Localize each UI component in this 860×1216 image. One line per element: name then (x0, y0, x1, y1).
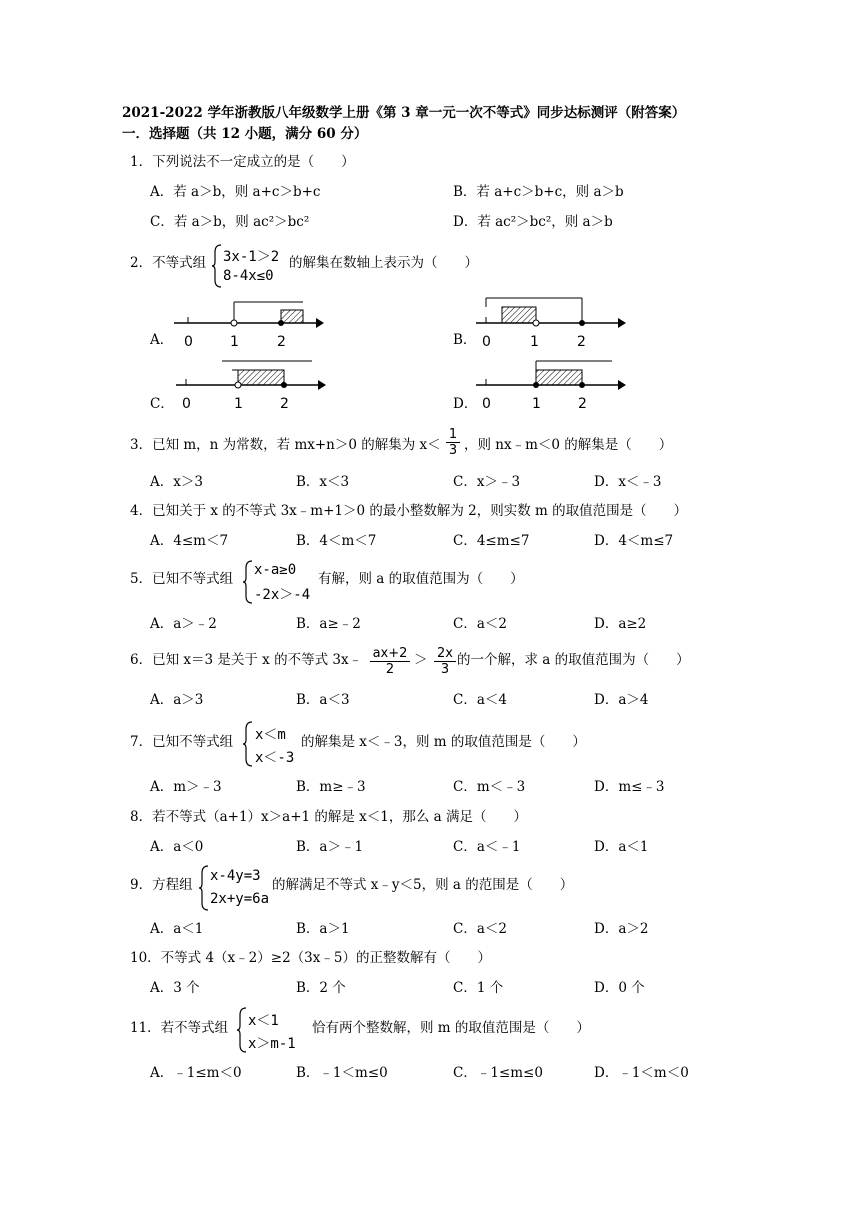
question-10-option-d[interactable]: D．0 个 (594, 980, 645, 996)
system-line-2: x＜-3 (255, 750, 295, 766)
question-3-stem-b: ，则 nx﹣m＜0 的解集是（ ） (464, 437, 673, 453)
question-5-option-b[interactable]: B．a≥﹣2 (296, 616, 361, 632)
section-heading: 一．选择题（共 12 小题，满分 60 分） (122, 126, 368, 142)
number-line-b (472, 293, 627, 350)
system-line-2: x＞m-1 (248, 1036, 296, 1052)
question-3-option-d[interactable]: D．x＜﹣3 (594, 474, 662, 490)
question-11-system (236, 1007, 316, 1053)
question-5-prefix: 5．已知不等式组 (130, 571, 234, 587)
tick-label: 0 (182, 396, 191, 412)
question-2-option-d[interactable]: D． (453, 396, 478, 412)
system-line-1: x＜1 (248, 1013, 279, 1029)
question-4-option-a[interactable]: A．4≤m＜7 (150, 533, 229, 549)
question-3-stem-a: 3．已知 m，n 为常数，若 mx+n＞0 的解集为 x＜ (130, 437, 441, 453)
question-3-option-a[interactable]: A．x＞3 (150, 474, 203, 490)
fraction-one-third (446, 427, 460, 458)
question-6-option-a[interactable]: A．a＞3 (150, 692, 204, 708)
question-8-option-c[interactable]: C．a＜﹣1 (453, 839, 521, 855)
question-6-option-d[interactable]: D．a＞4 (594, 692, 649, 708)
question-4-option-b[interactable]: B．4＜m＜7 (296, 533, 377, 549)
tick-label: 2 (280, 396, 289, 412)
question-2-prefix: 2．不等式组 (130, 255, 207, 271)
question-4-option-c[interactable]: C．4≤m≤7 (453, 533, 530, 549)
question-7-suffix: 的解集是 x＜﹣3，则 m 的取值范围是（ ） (301, 734, 586, 750)
question-7-option-a[interactable]: A．m＞﹣3 (150, 779, 222, 795)
question-1-option-c[interactable]: C．若 a＞b，则 ac²＞bc² (150, 214, 310, 230)
question-2-suffix: 的解集在数轴上表示为（ ） (289, 255, 478, 271)
page-title: 2021-2022 学年浙教版八年级数学上册《第 3 章一元一次不等式》同步达标测评（附答案） (122, 105, 686, 121)
question-5-system (242, 560, 322, 604)
question-5-option-a[interactable]: A．a＞﹣2 (150, 616, 217, 632)
tick-label: 2 (577, 334, 586, 350)
question-9-prefix: 9．方程组 (130, 877, 193, 893)
number-line-c (172, 357, 327, 414)
number-line-d (472, 357, 627, 414)
question-6-option-c[interactable]: C．a＜4 (453, 692, 507, 708)
tick-label: 1 (530, 334, 539, 350)
question-5-option-c[interactable]: C．a＜2 (453, 616, 507, 632)
question-4-stem: 4．已知关于 x 的不等式 3x﹣m+1＞0 的最小整数解为 2，则实数 m 的取值范围是（ ） (130, 503, 688, 519)
question-5-suffix: 有解，则 a 的取值范围为（ ） (318, 571, 524, 587)
question-2-option-b[interactable]: B． (453, 332, 477, 348)
system-line-2: 2x+y=6a (210, 891, 270, 907)
tick-label: 1 (230, 334, 239, 350)
question-11-option-b[interactable]: B．﹣1＜m≤0 (296, 1065, 388, 1081)
number-line-a (170, 300, 325, 350)
question-7-option-d[interactable]: D．m≤﹣3 (594, 779, 665, 795)
question-6-option-b[interactable]: B．a＜3 (296, 692, 350, 708)
system-line-1: 3x-1＞2 (223, 249, 280, 265)
fraction-ax-plus-2-over-2 (370, 646, 410, 677)
question-11-prefix: 11．若不等式组 (130, 1020, 229, 1036)
brace-icon (242, 560, 254, 604)
tick-label: 0 (482, 396, 491, 412)
brace-icon (236, 1007, 248, 1053)
brace-icon (198, 865, 210, 911)
question-7-option-c[interactable]: C．m＜﹣3 (453, 779, 526, 795)
fraction-numerator: 2x (437, 646, 453, 661)
question-8-option-a[interactable]: A．a＜0 (150, 839, 204, 855)
tick-label: 2 (578, 396, 587, 412)
tick-label: 2 (277, 334, 286, 350)
question-8-option-b[interactable]: B．a＞﹣1 (296, 839, 364, 855)
question-3-option-b[interactable]: B．x＜3 (296, 474, 350, 490)
question-9-suffix: 的解满足不等式 x﹣y＜5，则 a 的范围是（ ） (272, 877, 574, 893)
question-11-suffix: 恰有两个整数解，则 m 的取值范围是（ ） (312, 1020, 590, 1036)
question-5-option-d[interactable]: D．a≥2 (594, 616, 647, 632)
question-9-option-b[interactable]: B．a＞1 (296, 921, 350, 937)
tick-label: 0 (482, 334, 491, 350)
fraction-numerator: ax+2 (372, 646, 408, 661)
system-line-1: x-a≥0 (254, 562, 297, 578)
tick-label: 1 (532, 396, 541, 412)
question-3-option-c[interactable]: C．x＞﹣3 (453, 474, 521, 490)
question-8-stem: 8．若不等式（a+1）x＞a+1 的解是 x＜1，那么 a 满足（ ） (130, 809, 528, 825)
question-10-option-b[interactable]: B．2 个 (296, 980, 346, 996)
greater-than-sign: ＞ (414, 652, 428, 668)
tick-label: 0 (184, 334, 193, 350)
fraction-denominator: 3 (434, 661, 456, 677)
question-4-option-d[interactable]: D．4＜m≤7 (594, 533, 674, 549)
question-10-option-c[interactable]: C．1 个 (453, 980, 504, 996)
tick-label: 1 (234, 396, 243, 412)
question-11-option-a[interactable]: A．﹣1≤m＜0 (150, 1065, 242, 1081)
question-1-option-d[interactable]: D．若 ac²＞bc²，则 a＞b (453, 214, 613, 230)
question-7-option-b[interactable]: B．m≥﹣3 (296, 779, 366, 795)
question-6-prefix: 6．已知 x＝3 是关于 x 的不等式 3x﹣ (130, 652, 363, 668)
question-11-option-c[interactable]: C．﹣1≤m≤0 (453, 1065, 543, 1081)
question-8-option-d[interactable]: D．a＜1 (594, 839, 649, 855)
question-7-prefix: 7．已知不等式组 (130, 734, 234, 750)
question-1-stem: 1．下列说法不一定成立的是（ ） (130, 154, 355, 170)
system-line-1: x-4y=3 (210, 868, 261, 884)
fraction-denominator: 2 (370, 661, 410, 677)
question-9-option-d[interactable]: D．a＞2 (594, 921, 649, 937)
system-line-1: x＜m (255, 727, 286, 743)
question-1-option-a[interactable]: A．若 a＞b，则 a+c＞b+c (150, 184, 321, 200)
question-9-option-a[interactable]: A．a＜1 (150, 921, 204, 937)
question-1-option-b[interactable]: B．若 a+c＞b+c，则 a＞b (453, 184, 624, 200)
question-9-option-c[interactable]: C．a＜2 (453, 921, 507, 937)
question-11-option-d[interactable]: D．﹣1＜m＜0 (594, 1065, 689, 1081)
system-line-2: -2x＞-4 (254, 587, 311, 603)
brace-icon (242, 721, 254, 767)
fraction-denominator: 3 (446, 442, 460, 458)
system-line-2: 8-4x≤0 (223, 268, 274, 284)
fraction-2x-over-3 (434, 646, 456, 677)
question-10-option-a[interactable]: A．3 个 (150, 980, 200, 996)
question-10-stem: 10．不等式 4（x﹣2）≥2（3x﹣5）的正整数解有（ ） (130, 950, 491, 966)
brace-icon (211, 244, 223, 288)
question-2-system (211, 244, 291, 288)
question-6-suffix: 的一个解，求 a 的取值范围为（ ） (457, 652, 690, 668)
fraction-numerator: 1 (448, 427, 458, 442)
question-2-option-a[interactable]: A． (150, 332, 174, 348)
question-9-system (198, 865, 278, 911)
question-2-option-c[interactable]: C． (150, 396, 174, 412)
